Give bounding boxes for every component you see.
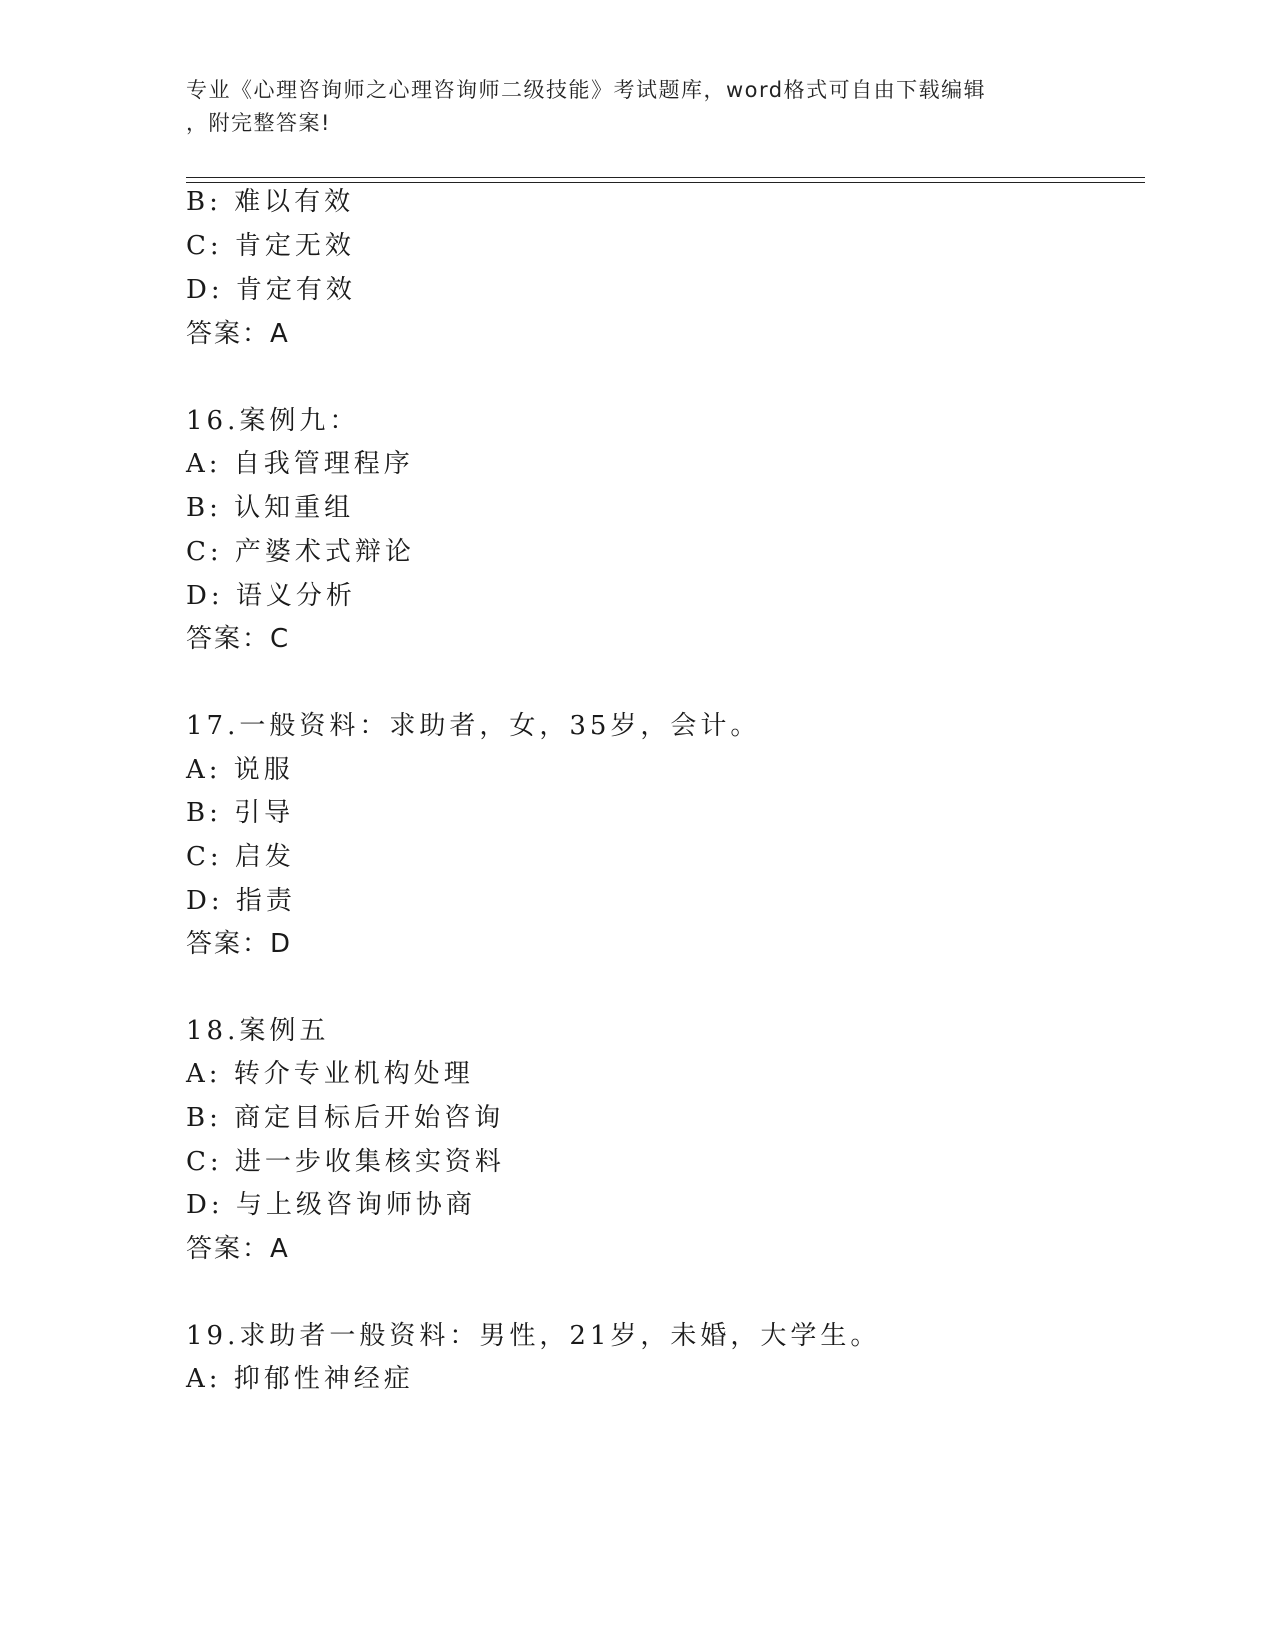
document-header — [186, 74, 1086, 140]
question-line: 19.求助者一般资料：男性，21岁，未婚，大学生。 — [186, 1321, 881, 1351]
option-line: B: 商定目标后开始咨询 — [186, 1103, 505, 1133]
answer-line: 答案：C — [186, 624, 291, 654]
header-title-line: 专业《心理咨询师之心理咨询师二级技能》考试题库，word格式可自由下载编辑 — [186, 78, 987, 102]
option-line: D: 与上级咨询师协商 — [186, 1190, 476, 1220]
option-line: C: 产婆术式辩论 — [186, 537, 415, 567]
question-line: 18.案例五 — [186, 1016, 330, 1046]
option-line: D: 语义分析 — [186, 581, 356, 611]
answer-line: 答案：A — [186, 319, 290, 349]
option-line: B: 难以有效 — [186, 187, 355, 217]
option-line: D: 肯定有效 — [186, 275, 356, 305]
option-line: C: 肯定无效 — [186, 231, 355, 261]
option-line: B: 认知重组 — [186, 493, 355, 523]
option-line: C: 进一步收集核实资料 — [186, 1147, 505, 1177]
answer-line: 答案：D — [186, 929, 293, 959]
header-divider-bottom — [186, 182, 1145, 183]
option-line: C: 启发 — [186, 842, 295, 872]
option-line: A: 转介专业机构处理 — [186, 1059, 474, 1089]
option-line: B: 引导 — [186, 798, 295, 828]
option-line: A: 抑郁性神经症 — [186, 1364, 414, 1394]
option-line: A: 自我管理程序 — [186, 449, 414, 479]
answer-line: 答案：A — [186, 1234, 290, 1264]
question-line: 16.案例九： — [186, 406, 360, 436]
option-line: A: 说服 — [186, 755, 294, 785]
header-divider-top — [186, 177, 1145, 178]
question-line: 17.一般资料：求助者，女，35岁，会计。 — [186, 711, 761, 741]
option-line: D: 指责 — [186, 886, 296, 916]
header-title-line-2: ，附完整答案! — [186, 111, 331, 135]
